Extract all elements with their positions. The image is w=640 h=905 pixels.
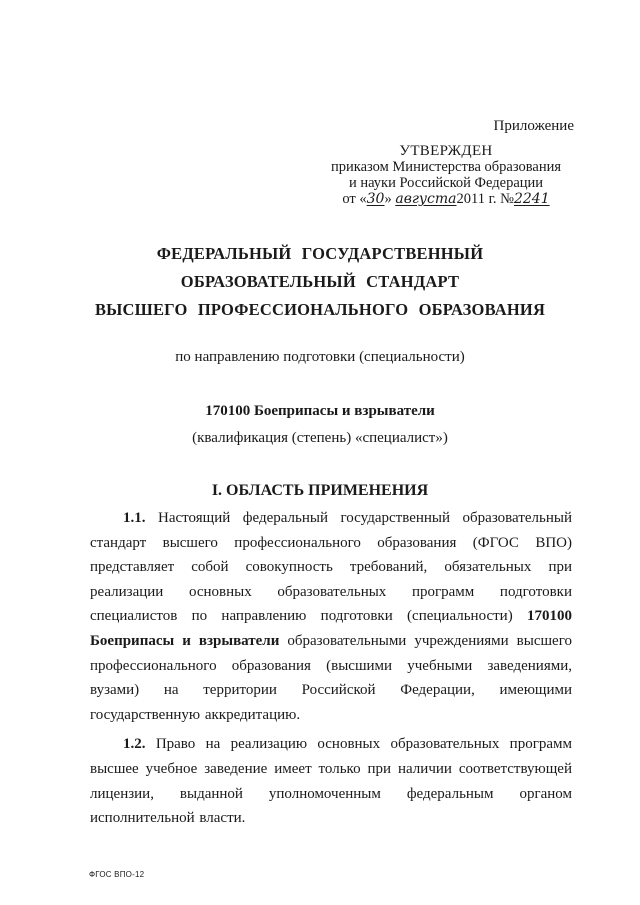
paragraph-text-continued: образовательными учреждениями высшего профессионального образования (высшими учебными заведениями, вузами) на территории Российской Федерации, имеющими государственную аккредитацию. [90,632,572,723]
paragraph-bold-specialty: 170100 Боеприпасы и взрыватели [90,608,572,649]
date-month-handwritten: августа [395,191,457,207]
date-year: 2011 г. № [456,191,514,207]
approved-label: УТВЕРЖДЕН [399,143,493,159]
title-line-3: ВЫСШЕГО ПРОФЕССИОНАЛЬНОГО ОБРАЗОВАНИЯ [94,300,546,319]
date-prefix: от « [342,191,367,207]
document-title [0,240,640,324]
order-date-line [316,191,576,207]
section-body [90,506,572,831]
paragraph-1-1 [90,506,572,727]
paragraph-text: Настоящий федеральный государственный образовательный стандарт высшего профессионального образования (ФГОС ВПО) представляет собой совокупность требований, обязательных при реализации основных образовательных программ подготовки специалистов по направлению подготовки (специальности) [90,510,572,625]
order-number-handwritten: 2241 [513,191,550,207]
section-heading: I. ОБЛАСТЬ ПРИМЕНЕНИЯ [211,482,429,499]
date-day-handwritten: 30 [366,191,385,207]
paragraph-text: Право на реализацию основных образовательных программ высшее учебное заведение имеет только при наличии соответствующей лицензии, выданной уполномоченным федеральным органом исполнительной власти. [90,736,572,827]
footer-code: ФГОС ВПО-12 [89,870,145,879]
order-line-1: приказом Министерства образования [330,159,562,175]
title-line-1: ФЕДЕРАЛЬНЫЙ ГОСУДАРСТВЕННЫЙ [156,244,484,263]
qualification-label: (квалификация (степень) «специалист») [192,430,448,446]
specialty-title: 170100 Боеприпасы и взрыватели [205,403,435,419]
direction-label: по направлению подготовки (специальности) [175,349,465,365]
paragraph-1-2 [90,732,572,830]
date-mid: » [384,191,392,207]
paragraph-number: 1.2. [123,736,146,753]
title-line-2: ОБРАЗОВАТЕЛЬНЫЙ СТАНДАРТ [180,272,460,291]
paragraph-number: 1.1. [123,510,146,526]
order-line-2: и науки Российской Федерации [348,175,544,191]
appendix-label: Приложение [493,118,574,134]
approval-block [316,143,576,207]
